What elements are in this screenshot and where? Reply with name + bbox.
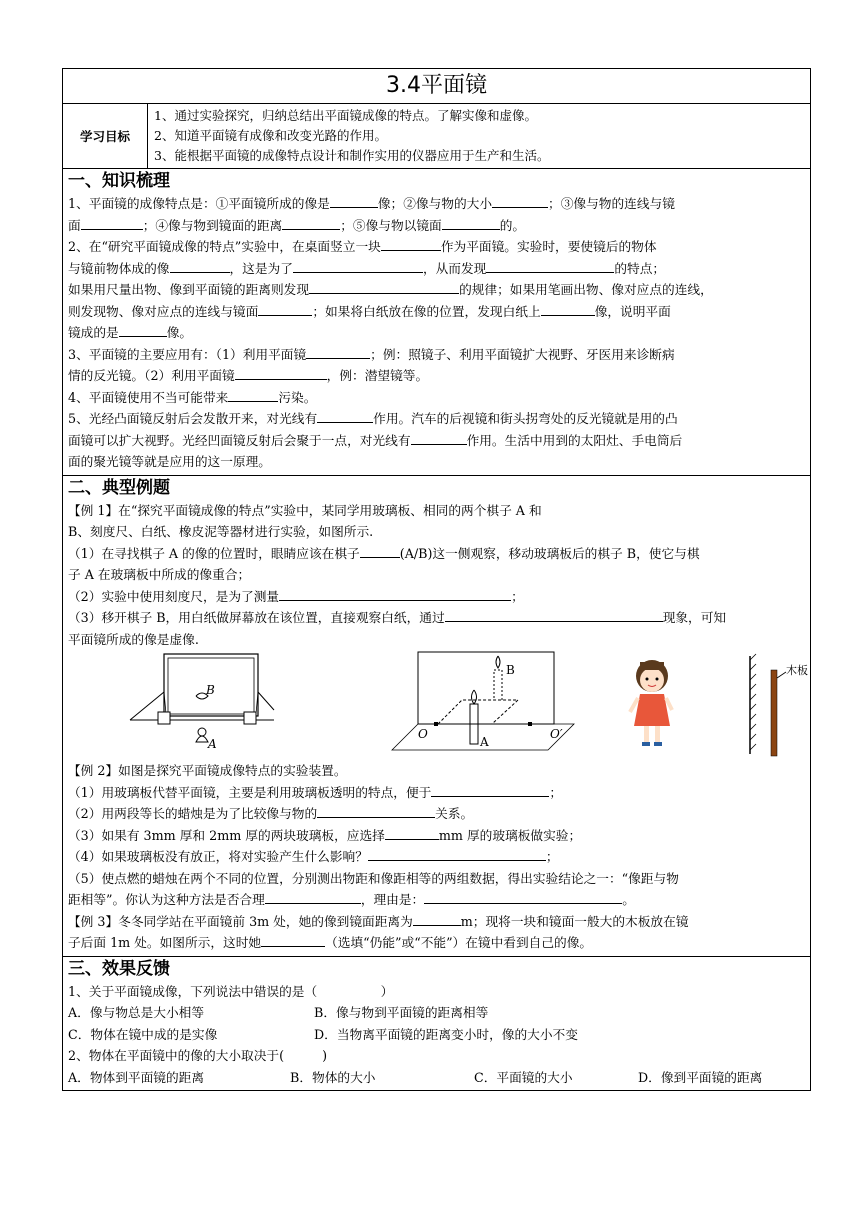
q5-line2: 面镜可以扩大视野。光经凹面镜反射后会聚于一点，对光线有 作用。生活中用到的太阳灶、手电筒后 [68,432,683,448]
label-b: B [206,683,215,697]
option-c[interactable]: C．物体在镜中成的是实像 [68,1026,218,1042]
goals-label: 学习目标 [63,104,148,168]
ex1-line: 【例 1】在“探究平面镜成像的特点”实验中，某同学用玻璃板、相同的两个棋子 A 和 [68,502,542,518]
answer-blank[interactable] [381,237,441,251]
figure-girl-mirror [600,650,810,758]
ex1-line: B、刻度尺、白纸、橡皮泥等器材进行实验，如图所示. [68,524,374,539]
ex2-line: （3）如果有 3mm 厚和 2mm 厚的两块玻璃板，应选择 mm 厚的玻璃板做实验； [68,827,582,843]
ex3-line: 【例 3】冬冬同学站在平面镜前 3m 处，她的像到镜面距离为 m；现将一块和镜面一般大的木板放在镜 [68,913,689,929]
answer-blank[interactable] [258,302,312,316]
q2-line2: 与镜前物体成的像 ，这是为了 ，从而发现 的特点； [68,260,666,276]
ex1-line: 子 A 在玻璃板中所成的像重合； [68,567,251,582]
answer-blank[interactable] [279,587,511,601]
ex2-line: 距相等”。你认为这种方法是否合理 ，理由是： 。 [68,892,635,907]
answer-blank[interactable] [228,388,278,402]
section-heading: 一、知识梳理 [68,171,170,191]
ex2-line: （2）用两段等长的蜡烛是为了比较像与物的 关系。 [68,806,474,821]
mc-question: 2、物体在平面镜中的像的大小取决于( ) [68,1048,328,1063]
answer-blank[interactable] [541,302,595,316]
goal-item: 2、知道平面镜有成像和改变光路的作用。 [154,128,387,143]
mc-question: 1、关于平面镜成像，下列说法中错误的是（ ） [68,983,394,999]
label-b2: B [506,663,515,677]
q1-line1: 1、平面镜的成像特点是：①平面镜所成的像是 像；②像与物的大小 ；③像与物的连线与镜 [68,196,675,211]
answer-blank[interactable] [368,847,546,861]
answer-blank[interactable] [330,194,378,208]
option-d[interactable]: D．像到平面镜的距离 [638,1069,763,1085]
q5-line1: 5、光经凸面镜反射后会发散开来，对光线有 作用。汽车的后视镜和街头拐弯处的反光镜就是用的凸 [68,411,678,426]
answer-blank[interactable] [445,608,663,622]
q2-line3: 如果用尺量出物、像到平面镜的距离则发现 的规律；如果用笔画出物、像对应点的连线， [68,282,713,297]
mc-options-row [68,1002,805,1024]
goal-item: 1、通过实验探究，归纳总结出平面镜成像的特点。了解实像和虚像。 [154,108,537,123]
q2-line1: 2、在“研究平面镜成像的特点”实验中，在桌面竖立一块 作为平面镜。实验时，要使镜后的物体 [68,239,657,254]
answer-blank[interactable] [442,216,500,230]
option-c[interactable]: C．平面镜的大小 [474,1069,573,1085]
ex1-line: （1）在寻找棋子 A 的像的位置时，眼睛应该在棋子 (A/B)这一侧观察，移动玻璃板后的棋子 B，使它与棋 [68,545,700,561]
option-a[interactable]: A．物体到平面镜的距离 [68,1069,205,1085]
answer-blank[interactable] [317,804,435,818]
answer-blank[interactable] [265,890,361,904]
ex2-line: （4）如果玻璃板没有放正，将对实验产生什么影响？ ； [68,849,559,864]
option-b[interactable]: B．像与物到平面镜的距离相等 [314,1005,489,1020]
ex1-line: 平面镜所成的像是虚像. [68,631,199,647]
section-heading: 二、典型例题 [68,477,170,498]
answer-blank[interactable] [261,933,325,947]
q2-line5: 镜成的是 像。 [68,325,193,340]
section-heading: 三、效果反馈 [68,958,170,979]
answer-blank[interactable] [317,409,373,423]
q2-line4: 则发现物、像对应点的连线与镜面 ；如果将白纸放在像的位置，发现白纸上 像，说明平面 [68,303,671,319]
q5-line3: 面的聚光镜等就是应用的这一原理。 [68,454,271,469]
label-o: O [418,727,428,741]
option-a[interactable]: A．像与物总是大小相等 [68,1005,205,1020]
mc-options-row [68,1067,805,1089]
worksheet [62,68,811,1091]
answer-blank[interactable] [306,345,370,359]
label-a2: A [480,735,489,749]
q1-line2: 面 ；④像与物到镜面的距离 ；⑤像与物以镜面 的。 [68,217,526,233]
ex2-line: 【例 2】如图是探究平面镜成像特点的实验装置。 [68,763,347,778]
ex1-line: （3）移开棋子 B，用白纸做屏幕放在该位置，直接观察白纸，通过 现象，可知 [68,610,727,625]
answer-blank[interactable] [293,259,423,273]
answer-blank[interactable] [492,194,548,208]
section-knowledge [63,169,810,476]
q3-line1: 3、平面镜的主要应用有：（1）利用平面镜 ；例：照镜子、利用平面镜扩大视野、牙医用来诊断病 [68,346,675,362]
answer-blank[interactable] [282,216,340,230]
label-a: A [208,737,217,751]
section-feedback [63,957,810,1091]
ex3-line: 子后面 1m 处。如图所示，这时她 （选填“仍能”或“不能”）在镜中看到自己的像。 [68,935,593,950]
figures [68,650,808,760]
label-board: 木板 [786,664,808,677]
option-b[interactable]: B．物体的大小 [290,1069,376,1085]
answer-blank[interactable] [411,431,467,445]
answer-blank[interactable] [431,783,549,797]
answer-blank[interactable] [413,912,461,926]
q4-line: 4、平面镜使用不当可能带来 污染。 [68,389,317,405]
learning-goals [63,104,810,169]
ex1-line: （2）实验中使用刻度尺，是为了测量 ； [68,588,524,604]
q3-line2: 情的反光镜。（2）利用平面镜 ，例：潜望镜等。 [68,368,429,383]
label-o-prime: O′ [550,727,563,741]
figure-glass-chess [126,652,276,756]
answer-blank[interactable] [119,323,167,337]
answer-blank[interactable] [81,216,143,230]
answer-blank[interactable] [170,259,230,273]
mc-options-row [68,1024,805,1046]
answer-blank[interactable] [385,826,439,840]
ex2-line: （1）用玻璃板代替平面镜，主要是利用玻璃板透明的特点，便于 ； [68,784,563,800]
answer-blank[interactable] [486,259,614,273]
option-d[interactable]: D．当物离平面镜的距离变小时，像的大小不变 [314,1026,578,1042]
answer-blank[interactable] [424,890,622,904]
figure-candle [378,650,578,758]
goal-item: 3、能根据平面镜的成像特点设计和制作实用的仪器应用于生产和生活。 [154,148,550,163]
answer-blank[interactable] [235,366,327,380]
ex2-line: （5）使点燃的蜡烛在两个不同的位置，分别测出物距和像距相等的两组数据，得出实验结论之一：“像距与物 [68,870,679,886]
answer-blank[interactable] [360,544,400,558]
page-title: 3.4平面镜 [63,69,810,104]
section-examples [63,476,810,957]
goals-list [148,104,810,168]
answer-blank[interactable] [309,280,459,294]
